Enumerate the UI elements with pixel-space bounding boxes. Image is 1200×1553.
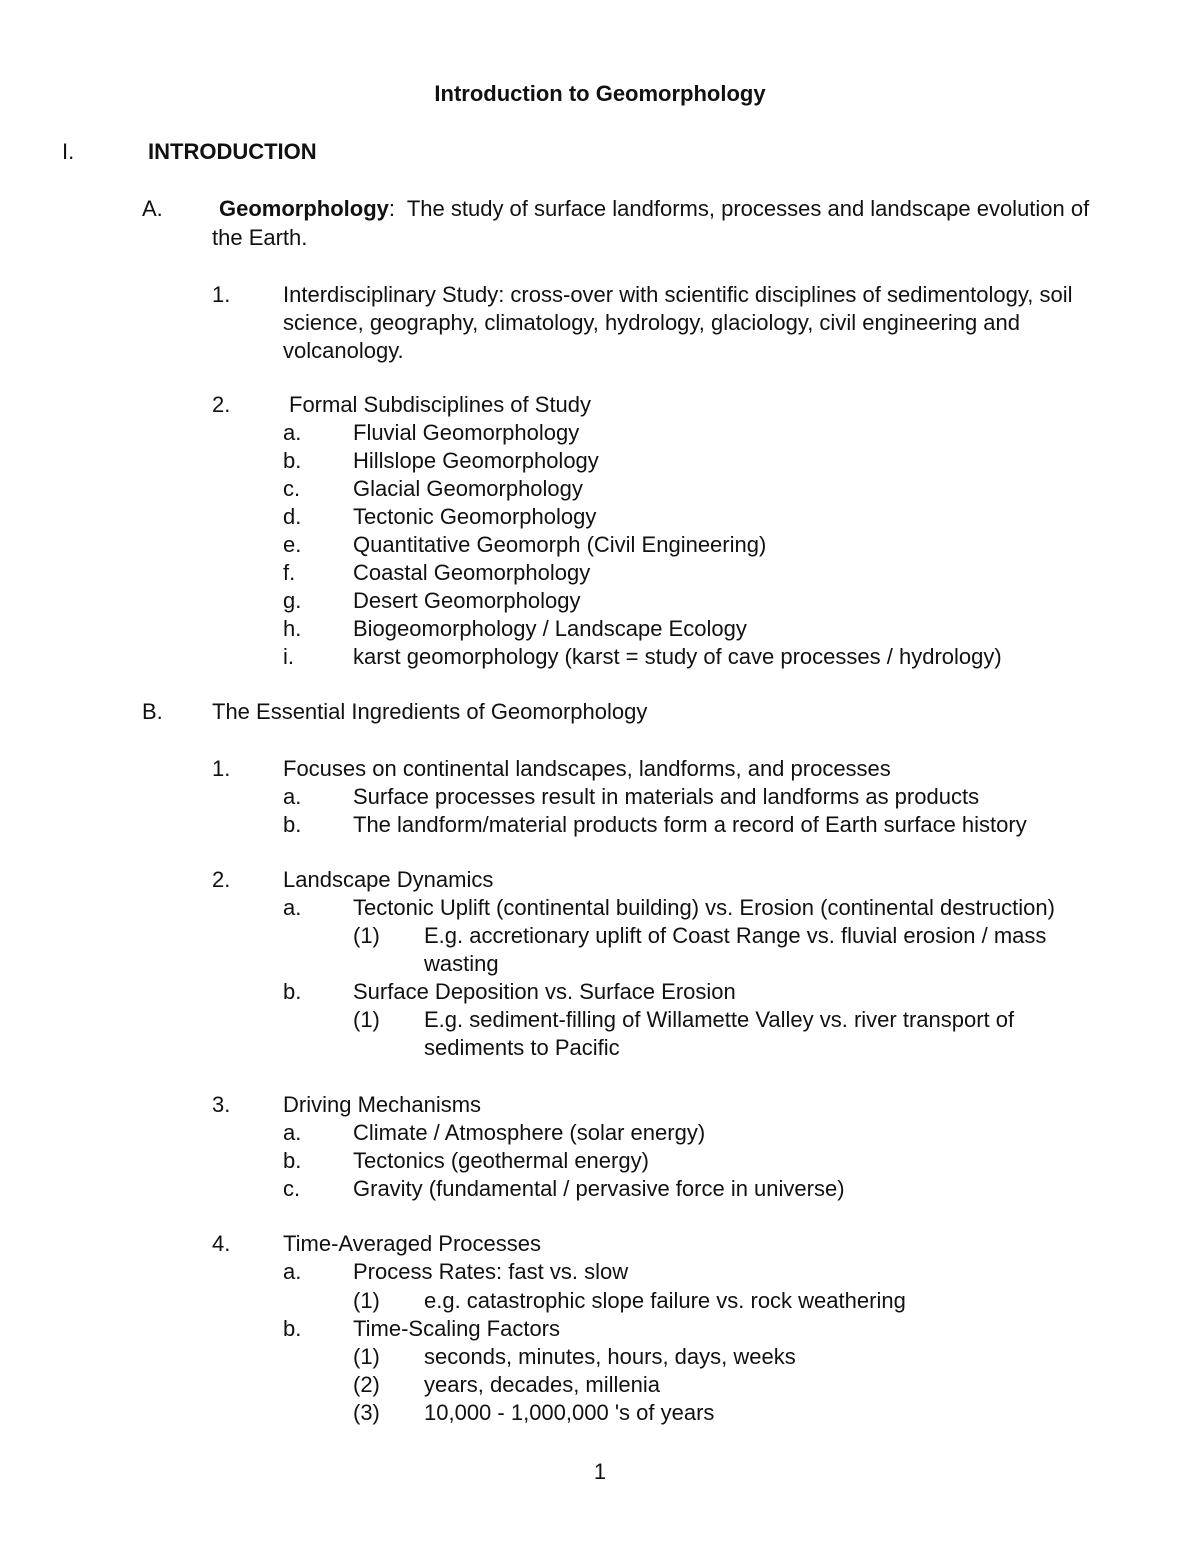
subsub-item: E.g. sediment-filling of Willamette Valley vs. river transport of (424, 1007, 1015, 1032)
sub-item: Gravity (fundamental / pervasive force in universe) (353, 1176, 845, 1201)
subsub-marker: (1) (353, 1288, 380, 1313)
sub-item: Surface Deposition vs. Surface Erosion (353, 979, 736, 1004)
sub-marker: c. (283, 1176, 301, 1201)
sub-marker: b. (283, 812, 302, 837)
sub-item: Glacial Geomorphology (353, 476, 583, 501)
definition-text: The study of surface landforms, processes and landscape evolution of (406, 196, 1090, 221)
sub-marker: c. (283, 476, 301, 501)
sub-marker: a. (283, 784, 302, 809)
sub-item: Hillslope Geomorphology (353, 448, 599, 473)
sub-marker: e. (283, 532, 302, 557)
list-text: volcanology. (283, 338, 404, 363)
subsub-item: 10,000 - 1,000,000 's of years (424, 1400, 715, 1425)
list-marker: 1. (212, 282, 231, 307)
sub-marker: b. (283, 979, 302, 1004)
sub-marker: f. (283, 560, 296, 585)
sub-item: Time-Scaling Factors (353, 1316, 561, 1341)
subsub-item: wasting (424, 951, 499, 976)
list-text: science, geography, climatology, hydrology, glaciology, civil engineering and (283, 310, 1021, 335)
sub-marker: b. (283, 448, 302, 473)
sub-item: Coastal Geomorphology (353, 560, 591, 585)
definition-line (219, 195, 1089, 223)
page-title: Introduction to Geomorphology (434, 81, 766, 106)
section-heading: INTRODUCTION (148, 139, 317, 164)
outline-marker-a: A. (142, 196, 163, 221)
sub-marker: a. (283, 895, 302, 920)
subsub-item: e.g. catastrophic slope failure vs. rock weathering (424, 1288, 906, 1313)
sub-marker: g. (283, 588, 302, 613)
list-marker: 1. (212, 756, 231, 781)
list-text: Interdisciplinary Study: cross-over with scientific disciplines of sedimentology, soil (283, 282, 1073, 307)
sub-item: Fluvial Geomorphology (353, 420, 580, 445)
sub-item: Climate / Atmosphere (solar energy) (353, 1120, 706, 1145)
sub-marker: a. (283, 1259, 302, 1284)
subsub-marker: (1) (353, 923, 380, 948)
sub-item: Tectonics (geothermal energy) (353, 1148, 649, 1173)
subsub-item: years, decades, millenia (424, 1372, 661, 1397)
sub-marker: b. (283, 1148, 302, 1173)
sub-item: Quantitative Geomorph (Civil Engineering) (353, 532, 767, 557)
sub-item: Tectonic Uplift (continental building) vs. Erosion (continental destruction) (353, 895, 1055, 920)
sub-item: Process Rates: fast vs. slow (353, 1259, 629, 1284)
outline-heading: The Essential Ingredients of Geomorphology (212, 699, 648, 724)
subsub-item: seconds, minutes, hours, days, weeks (424, 1344, 796, 1369)
sub-item: Tectonic Geomorphology (353, 504, 597, 529)
list-marker: 3. (212, 1092, 231, 1117)
list-text: Time-Averaged Processes (283, 1231, 541, 1256)
list-text: Driving Mechanisms (283, 1092, 482, 1117)
list-marker: 4. (212, 1231, 231, 1256)
sub-marker: h. (283, 616, 302, 641)
subsub-item: sediments to Pacific (424, 1035, 620, 1060)
sub-item: The landform/material products form a record of Earth surface history (353, 812, 1027, 837)
subsub-marker: (1) (353, 1344, 380, 1369)
sub-item: Desert Geomorphology (353, 588, 581, 613)
term-colon: : (388, 196, 396, 221)
list-text: Landscape Dynamics (283, 867, 494, 892)
term: Geomorphology (219, 196, 389, 221)
page-number: 1 (593, 1459, 607, 1484)
sub-marker: i. (283, 644, 294, 669)
subsub-marker: (2) (353, 1372, 380, 1397)
sub-marker: d. (283, 504, 302, 529)
definition-line-2: the Earth. (212, 225, 308, 250)
sub-marker: a. (283, 420, 302, 445)
list-text: Focuses on continental landscapes, landforms, and processes (283, 756, 891, 781)
sub-item: Surface processes result in materials and landforms as products (353, 784, 980, 809)
sub-marker: a. (283, 1120, 302, 1145)
list-marker: 2. (212, 867, 231, 892)
subsub-item: E.g. accretionary uplift of Coast Range vs. fluvial erosion / mass (424, 923, 1047, 948)
sub-item: Biogeomorphology / Landscape Ecology (353, 616, 747, 641)
outline-marker-b: B. (142, 699, 163, 724)
section-marker: I. (62, 139, 75, 164)
sub-item: karst geomorphology (karst = study of cave processes / hydrology) (353, 644, 1002, 669)
subsub-marker: (1) (353, 1007, 380, 1032)
list-text: Formal Subdisciplines of Study (289, 392, 592, 417)
list-marker: 2. (212, 392, 231, 417)
subsub-marker: (3) (353, 1400, 380, 1425)
sub-marker: b. (283, 1316, 302, 1341)
